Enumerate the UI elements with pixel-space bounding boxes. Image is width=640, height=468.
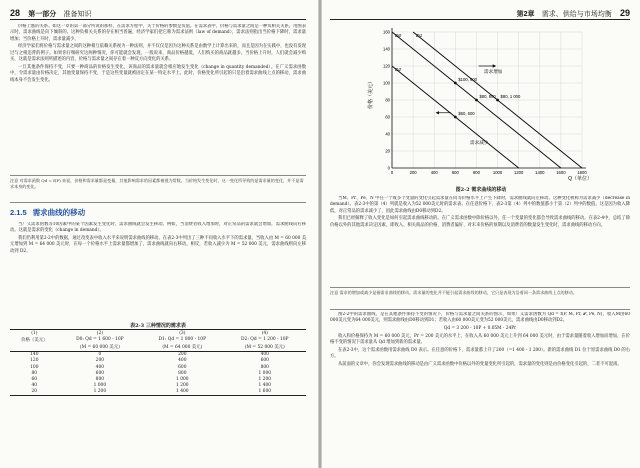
table-cell: 400 bbox=[178, 358, 187, 364]
demand-schedule-table bbox=[10, 329, 306, 396]
left-note-box bbox=[10, 175, 306, 203]
table-header: D1: Qd = 1 800 - 10P bbox=[158, 337, 207, 343]
left-page-header bbox=[10, 7, 306, 20]
right-page-number: 29 bbox=[619, 8, 630, 18]
table-cell: 600 bbox=[260, 358, 269, 364]
table-header: D2: Qd = 1 200 - 10P bbox=[241, 337, 289, 343]
y-tick-label: 120 bbox=[383, 63, 390, 69]
left-header-title: 准备知识 bbox=[63, 10, 92, 18]
paragraph: 图2-2中的需求曲线，是在其他条件保持不变的情况下，价格与需求量之间关系的图示，如果广义需求函数为 Qd = f(P, M, Pr, 𝒯, Pe, N)，收入M由60 000美元变为64 000美元，则需求曲线由D0移动到D1；若收入由60 000美元变为52 000美元，需求曲线由D0移动到D2。 bbox=[330, 312, 630, 324]
chart-grid bbox=[392, 32, 582, 168]
section-number: 2.1.5 bbox=[10, 208, 27, 217]
right-page bbox=[322, 0, 640, 468]
x-tick-label: 200 bbox=[409, 170, 417, 175]
table-header: D0: Qd = 1 600 - 10P bbox=[76, 337, 124, 343]
table-subheader: (M = 60 000 美元) bbox=[59, 343, 141, 351]
paragraph: 一旦其他条件保持不变，只要一种商品的价格发生变化，该商品的需求量就会相应地发生变化（change in quantity demanded）。在广义需求函数中，令需求量由价格决定，其他变量保持不变，于是这些变量就被固定在某一特定水平上。此时，价格变化所引起的只是沿着需求曲线上点的移动，需求曲线本身不会发生变化。 bbox=[10, 64, 306, 83]
table-cell: 1 400 bbox=[258, 383, 272, 389]
figure-caption: 图2-2 需求曲线的移动 bbox=[455, 187, 507, 193]
table-subheader: (M = 64 000 美元) bbox=[141, 343, 223, 351]
section-title: 需求曲线的移动 bbox=[32, 208, 86, 217]
table-cell: 40 bbox=[31, 383, 38, 389]
table-cell: 120 bbox=[30, 358, 39, 364]
data-point-label: $80, 800 bbox=[479, 94, 496, 99]
y-tick-label: 60 bbox=[385, 114, 390, 120]
paragraph: 收入和价格保持为 M = 60 000 美元，Pr = 200 美元的水平上，在收入从 60 000 美元上升到 64 000 美元时，由于需求量随着收入增加而增加，在价格不变的情况下需求量从 Qd 增加到新的需求量。 bbox=[330, 333, 630, 345]
table-cell: 1 200 bbox=[258, 376, 272, 382]
table-cell: 1 000 bbox=[176, 376, 189, 382]
increase-annotation: 需求增加 bbox=[484, 69, 503, 74]
data-point-label: $80, 1 000 bbox=[500, 94, 521, 99]
note-text: 注意 对需求函数 Qd = f(P) 来说，价格和需求量都是变量，其他影响需求的因素都被视为常数。当价格发生变化时，这一变化所导致的是需求量的变化，并不是需求本身的变化。 bbox=[10, 178, 304, 189]
table-cell: 800 bbox=[95, 376, 105, 382]
table-title: 表2-3 三种情况的需求表 bbox=[130, 323, 186, 329]
table-body bbox=[10, 351, 306, 395]
x-tick-label: 600 bbox=[451, 170, 459, 175]
table-cell: 800 bbox=[260, 364, 269, 370]
table-row bbox=[10, 351, 306, 358]
x-axis-label: Q（单位） bbox=[568, 176, 592, 182]
data-point bbox=[496, 99, 499, 102]
paragraph: 从前面的文章中，你会发现需求曲线的移动是由广义需求函数中价格以外的变量变化所引起的，需求量的变化则是由价格变化引起的，二者不可混淆。 bbox=[338, 361, 622, 367]
table-cell: 100 bbox=[30, 364, 39, 370]
left-page bbox=[0, 0, 318, 468]
table-cell: 1 600 bbox=[224, 389, 306, 396]
x-tick-label: 1200 bbox=[514, 170, 524, 175]
x-tick-label: 0 bbox=[390, 170, 394, 175]
x-tick-label: 1000 bbox=[492, 170, 503, 175]
table-cell: 60 bbox=[31, 376, 38, 382]
table-cell: 1 000 bbox=[258, 370, 272, 376]
data-point bbox=[454, 82, 457, 85]
paragraph: 当M、Pr、Pe、N 中任一个或多个变量的变化引起需求量在同等价格水平上产生下降时，需求曲线就向左移动。这种变化被称为需求减少（decrease in demand）。表2-3中的第（4）列就是收入为52 000美元时的需求表。在任意价格下，表2-3第（4）列中的数值都小于第（2）列中的数值。这是因为收入降低，对正常品的需求减少了，因此需求曲线由D0移动到D2。 bbox=[330, 196, 630, 214]
table-cell: 400 bbox=[260, 352, 269, 358]
data-point bbox=[454, 116, 457, 119]
table-cell: 600 bbox=[95, 370, 105, 376]
series-label: D2 bbox=[395, 68, 402, 73]
table-col-num: (2) bbox=[59, 330, 141, 337]
right-page-header bbox=[330, 7, 630, 20]
table-column-numbers bbox=[10, 330, 306, 337]
y-tick-label: 20 bbox=[385, 148, 390, 154]
table-subheader: (M = 52 000 美元) bbox=[224, 343, 306, 351]
y-tick-label: 40 bbox=[385, 131, 390, 137]
left-body-text bbox=[10, 24, 306, 132]
note-text: 注意 需求的增加或减少是指需求曲线的移动。需求量的变化并不能引起需求曲线的移动，它只是表现为沿着同一条需求曲线上点的移动。 bbox=[330, 289, 577, 295]
table-cell: 20 bbox=[10, 389, 59, 396]
demand-shift-chart bbox=[366, 24, 596, 184]
x-tick-label: 1400 bbox=[535, 170, 545, 175]
y-axis-label: 价格（美元） bbox=[368, 78, 374, 110]
x-tick-label: 1800 bbox=[577, 170, 587, 175]
table-cell: 1 000 bbox=[93, 383, 107, 389]
table-cell: 140 bbox=[30, 352, 39, 358]
paragraph: 经济学家们将价格与需求量之间的这种相互依赖关系视为一种法则，并不仅仅是因为这种关系是由数学上计算出来的，而且是因为在实践中，也没有发现过与之相违背的例子。如果你仔细研究这两种情况，你可能就会发现，一般说来，商品价格越低，人们购买的商品就越多。当价格上升时，人们就会减少购买，这就是需求法则所描述的内容，价格与需求量之间存在着一种反方向变化的关系。 bbox=[10, 44, 306, 63]
y-tick-label: 160 bbox=[383, 29, 390, 35]
equation: Qd = 3 200 - 10P + 0.05M - 24Pr bbox=[443, 326, 517, 331]
demand-table-block bbox=[10, 322, 306, 396]
table-cell: 1 400 bbox=[141, 389, 223, 396]
paragraph: 我们仍利用第2-2中的数据，通过改变表中收入水平来说明需求曲线的移动。在表2-3中列出了三种不同收入水平下的需求量。当收入由 M = 60 000 美元增加到 M = 64 000 美元时，在每一个价格水平上需求量都增加了，需求曲线就向右移动。相反，若收入减少为 M = 52 000 美元，需求曲线则向左移动到 D2。 bbox=[10, 236, 306, 254]
table-cell: 200 bbox=[95, 358, 105, 364]
table-header-row bbox=[10, 336, 306, 343]
table-cell: 400 bbox=[95, 364, 105, 370]
left-page-number: 28 bbox=[10, 8, 21, 18]
y-tick-label: 140 bbox=[383, 46, 390, 52]
y-tick-label: 80 bbox=[385, 97, 390, 103]
decrease-annotation: 需求减少 bbox=[470, 140, 489, 145]
table-col-num: (1) bbox=[10, 330, 59, 337]
table-cell: 1 200 bbox=[59, 389, 141, 396]
table-subheader bbox=[10, 343, 59, 351]
table-header: 价格（美元） bbox=[21, 337, 48, 343]
x-tick-label: 1600 bbox=[556, 170, 566, 175]
right-tail-text bbox=[330, 312, 630, 462]
right-header-title: 需求、供给与市场均衡 bbox=[541, 10, 612, 18]
section-heading bbox=[10, 208, 306, 217]
data-point-label: $100, 600 bbox=[458, 77, 477, 82]
series-label: D0 bbox=[395, 34, 402, 39]
section-body-text bbox=[10, 222, 306, 306]
right-header-chapter: 第2章 bbox=[516, 11, 535, 18]
data-point-label: $60, 600 bbox=[458, 111, 475, 116]
right-body-text bbox=[330, 196, 630, 284]
table-subheader-row bbox=[10, 343, 306, 351]
left-header-part: 第一部分 bbox=[28, 11, 57, 18]
table-cell: 0 bbox=[98, 352, 102, 358]
table-cell: 600 bbox=[178, 364, 187, 370]
chart-ticks bbox=[383, 30, 587, 176]
chart-markers bbox=[454, 77, 521, 118]
paragraph: 价格上涨的关系。如这一章的第一部分所说的那样，在需求方程中，关于价格的参数是负值。在需求表中，价格与需求量之间是一种负相关关系。用图表示时，需求曲线是向下倾斜的。这种负相关关系的存在相当普遍，经济学家们把它称为需求法则（law of demand），需求法则指出当价格下降时，需求量增加；当价格上升时，需求量减少。 bbox=[10, 24, 306, 42]
paragraph: 我们已经解释了收入变化是如何引起需求曲线移动的。在广义需求函数中除价格以外，任一个变量的变化都会导致需求曲线的移动。在表2-4中，总结了除价格以外的其他需求决定因素，即收入、相关商品的价格、消费者偏好、对未来价格的预期以及消费者的数量发生变化时，需求曲线的移动方向。 bbox=[330, 216, 630, 228]
table-cell: 1 200 bbox=[176, 383, 189, 389]
data-point bbox=[475, 99, 478, 102]
x-tick-label: 400 bbox=[430, 170, 438, 175]
paragraph: 在表2-3中，这个需求函数用需求曲线 D0 表示。在任意的价格下，需求量都上升了200（=1 400 - 1 200）。新的需求曲线 D1 位于原需求曲线 D0 的右方。 bbox=[330, 347, 630, 359]
table-cell: 200 bbox=[178, 352, 187, 358]
y-tick-label: 100 bbox=[383, 80, 390, 86]
table-row bbox=[10, 389, 306, 396]
right-note-box bbox=[330, 287, 630, 310]
table-cell: 800 bbox=[178, 370, 187, 376]
table-col-num: (3) bbox=[141, 330, 223, 337]
x-tick-label: 800 bbox=[472, 170, 480, 175]
series-label: D1 bbox=[416, 34, 423, 39]
paragraph: 当广义需求函数等10因素中的某个因素发生变化时，需求曲线就会发生移动。例如，当消费者收入增加时，对正常品的需求就会增加，需求曲线向右移动。这就是需求的变化（change in demand）。 bbox=[10, 222, 306, 234]
table-col-num: (4) bbox=[224, 330, 306, 337]
table-cell: 80 bbox=[31, 370, 38, 376]
y-tick-label: 0 bbox=[387, 165, 390, 171]
